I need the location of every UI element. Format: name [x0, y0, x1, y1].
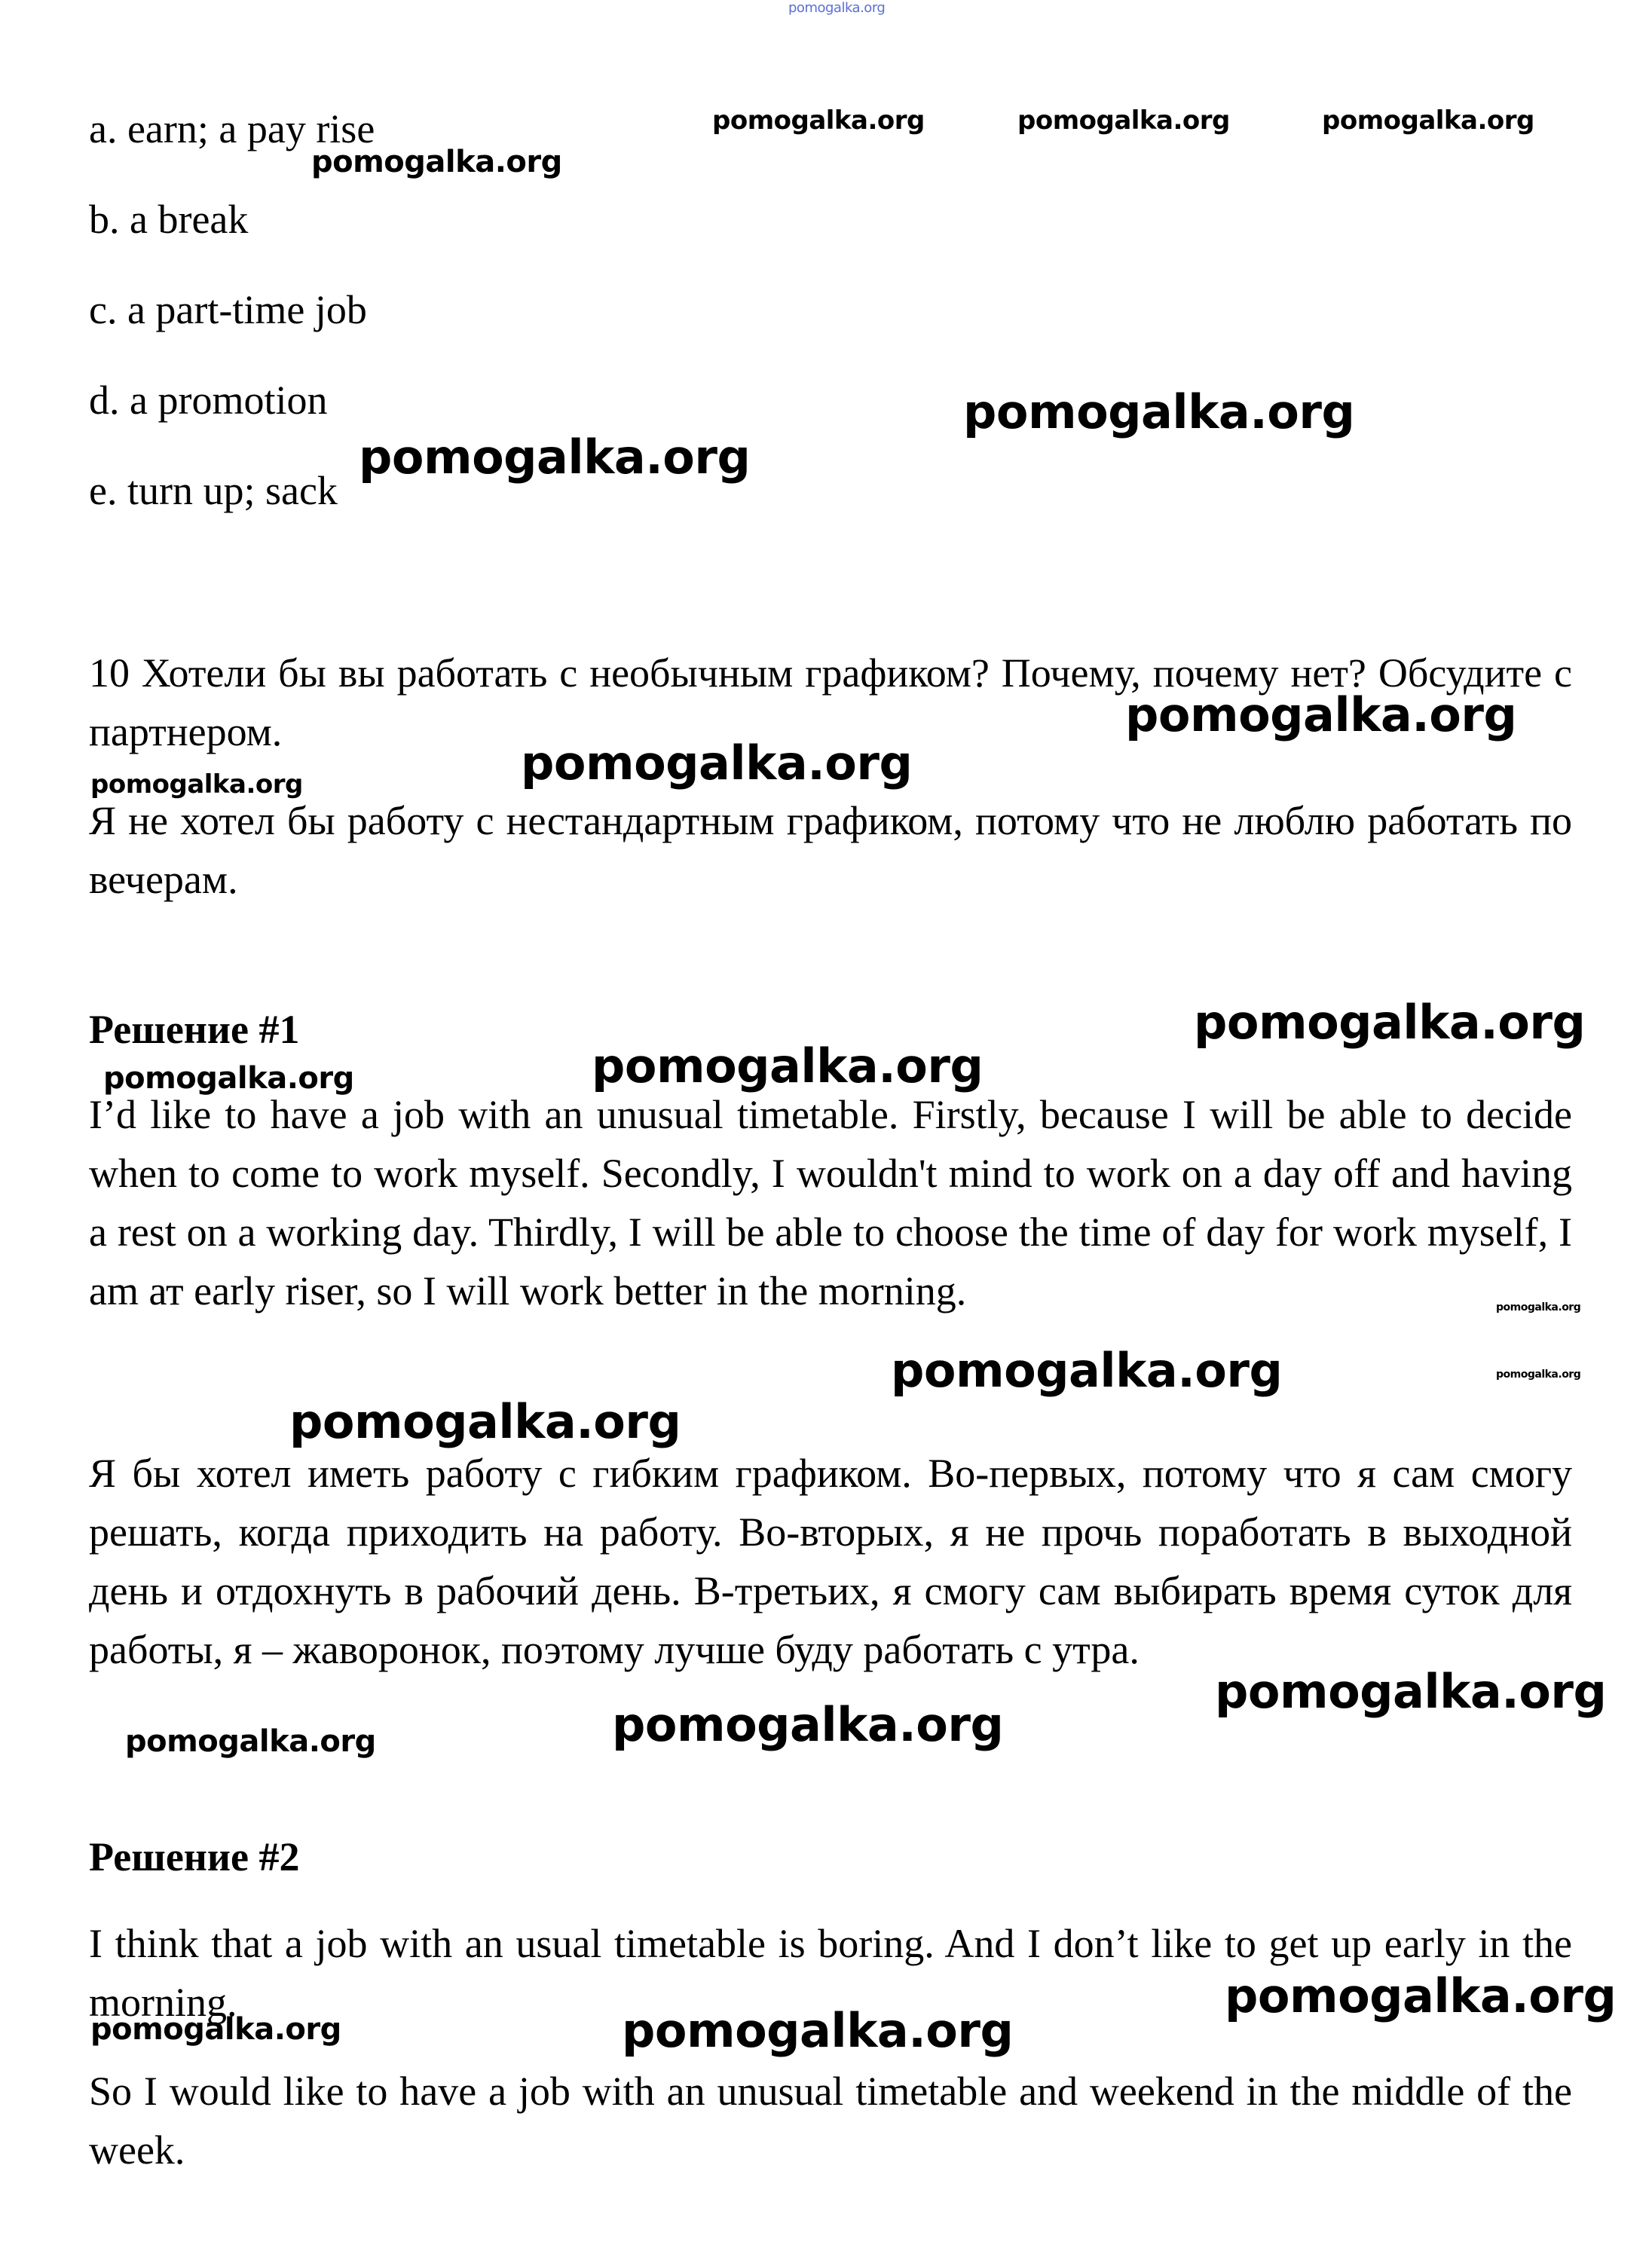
watermark: pomogalka.org — [1215, 1664, 1607, 1719]
answer-a: a. earn; a pay rise — [89, 106, 375, 151]
watermark: pomogalka.org — [1225, 1968, 1617, 2023]
answer-e: e. turn up; sack — [89, 468, 338, 513]
watermark: pomogalka.org — [1194, 995, 1586, 1050]
watermark: pomogalka.org — [712, 106, 925, 136]
watermark: pomogalka.org — [622, 2003, 1014, 2058]
watermark: pomogalka.org — [1496, 1301, 1581, 1314]
solution-2-text-1: I think that a job with an usual timetable is boring. And I don’t like to get up early in the morning. — [89, 1921, 1572, 2025]
watermark: pomogalka.org — [592, 1038, 984, 1093]
watermark: pomogalka.org — [90, 769, 303, 800]
watermark: pomogalka.org — [521, 736, 913, 791]
solution-1-heading: Решение #1 — [89, 1007, 300, 1052]
watermark: pomogalka.org — [612, 1697, 1004, 1752]
watermark: pomogalka.org — [1322, 106, 1534, 136]
solution-2-text-2: So I would like to have a job with an unusual timetable and weekend in the middle of the week. — [89, 2069, 1572, 2173]
solution-2-heading: Решение #2 — [89, 1834, 300, 1879]
watermark: pomogalka.org — [289, 1394, 681, 1449]
watermark: pomogalka.org — [311, 145, 562, 179]
watermark: pomogalka.org — [963, 384, 1355, 439]
watermark: pomogalka.org — [103, 1061, 354, 1096]
watermark: pomogalka.org — [788, 0, 886, 16]
watermark: pomogalka.org — [125, 1724, 376, 1759]
watermark: pomogalka.org — [1125, 687, 1517, 742]
watermark: pomogalka.org — [1017, 106, 1230, 136]
watermark: pomogalka.org — [359, 430, 751, 485]
answer-d: d. a promotion — [89, 378, 328, 423]
answer-b: b. a break — [89, 197, 249, 242]
task-10-question: 10 Хотели бы вы работать с необычным графиком? Почему, почему нет? Обсудите с партнером. — [89, 650, 1572, 754]
solution-1-text-en: I’d like to have a job with an unusual timetable. Firstly, because I will be able to decide when to come to work myself. Secondly, I wouldn't mind to work on a day off and having a rest on a working day. Thirdly, I will be able to choose the time of day for work myself, I am ат early riser, so I will work better in the morning. — [89, 1092, 1572, 1314]
task-10-answer: Я не хотел бы работу с нестандартным графиком, потому что не люблю работать по вечерам. — [89, 798, 1572, 902]
solution-1-text-ru: Я бы хотел иметь работу с гибким графиком. Во-первых, потому что я сам смогу решать, когда приходить на работу. Во-вторых, я не прочь поработать в выходной день и отдохнуть в рабочий день. В-третьих, я смогу сам выбирать время суток для работы, я – жаворонок, поэтому лучше буду работать с утра. — [89, 1451, 1572, 1672]
answer-c: c. a part-time job — [89, 287, 367, 332]
watermark: pomogalka.org — [1496, 1369, 1581, 1381]
watermark: pomogalka.org — [90, 2012, 341, 2047]
watermark: pomogalka.org — [891, 1343, 1283, 1398]
